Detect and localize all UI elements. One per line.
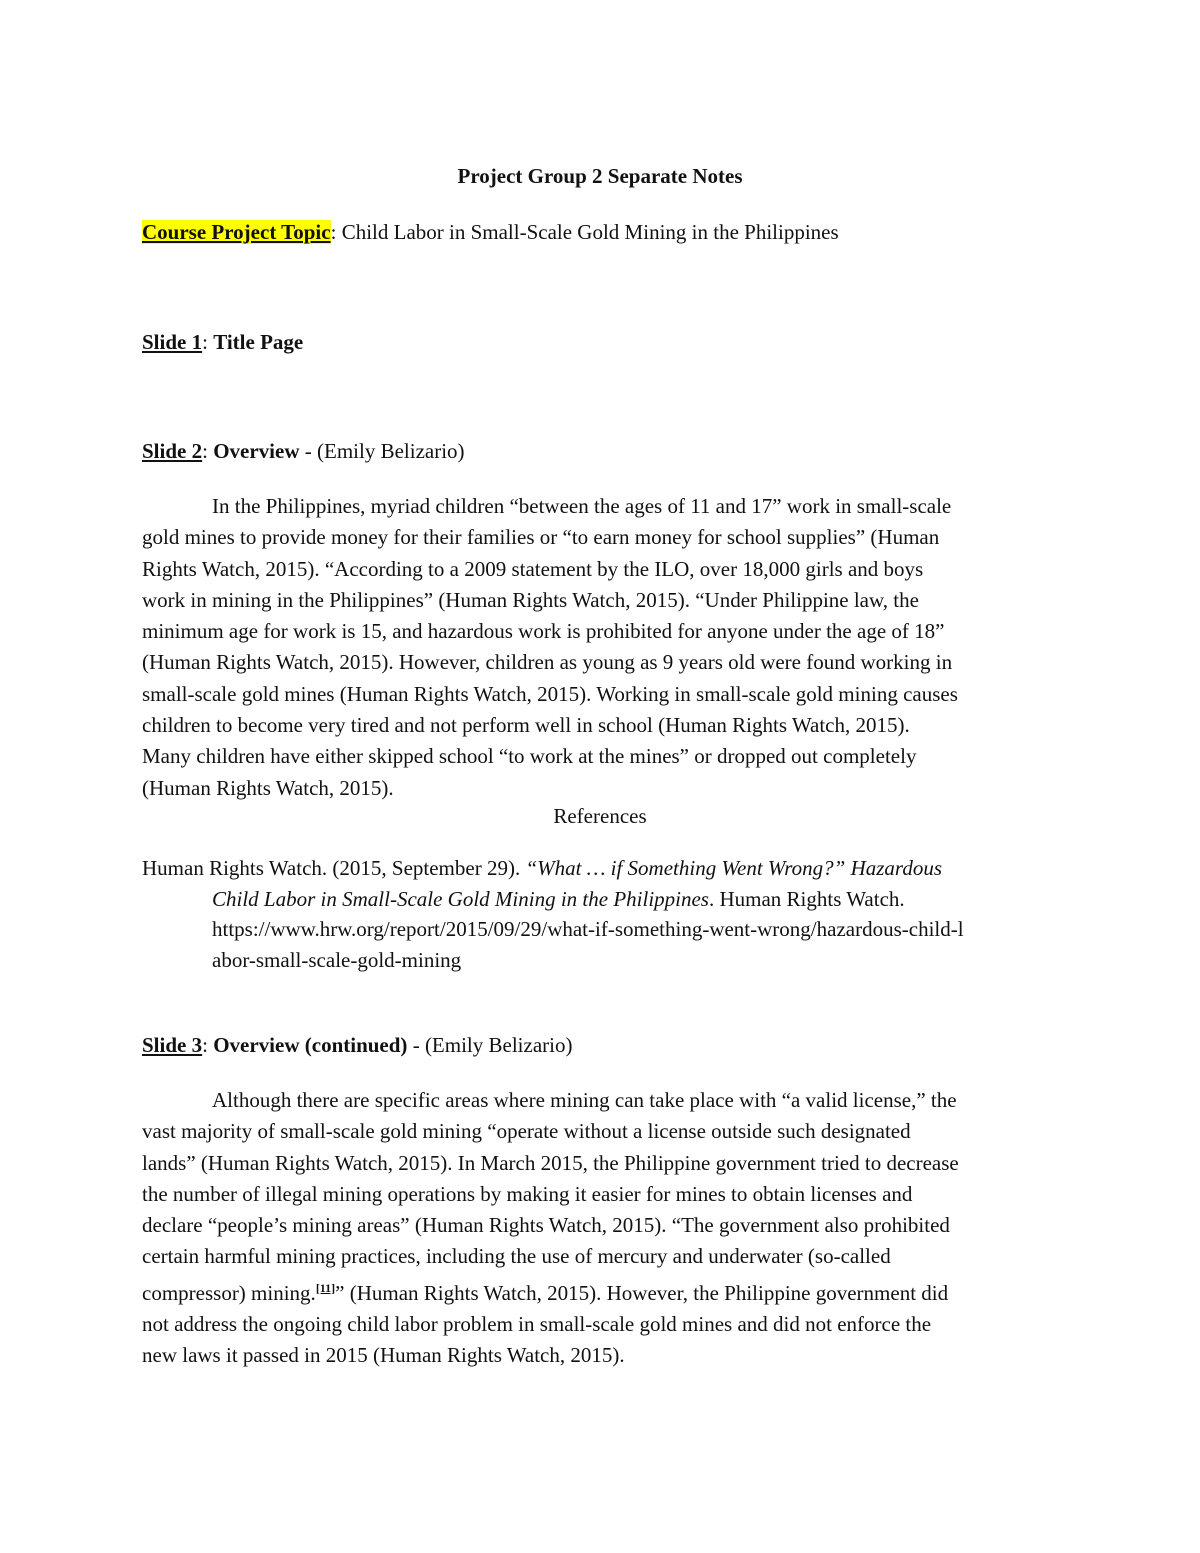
paragraph-line: small-scale gold mines (Human Rights Watch, 2015). Working in small-scale gold mining causes	[142, 681, 958, 706]
course-topic-line	[142, 220, 839, 245]
reference-title-part-2: Child Labor in Small-Scale Gold Mining in the Philippines	[212, 886, 709, 911]
course-topic-separator: :	[330, 220, 337, 244]
slide-3-label: Slide 3	[142, 1033, 203, 1057]
reference-publisher: . Human Rights Watch.	[708, 886, 905, 911]
slide-2-title: Overview	[213, 439, 300, 463]
paragraph-line: lands” (Human Rights Watch, 2015). In March 2015, the Philippine government tried to decrease	[142, 1150, 959, 1175]
slide-1-label: Slide 1	[142, 330, 203, 354]
paragraph-line: not address the ongoing child labor problem in small-scale gold mines and did not enforce the	[142, 1312, 932, 1337]
paragraph-line: Although there are specific areas where mining can take place with “a valid license,” the	[212, 1088, 957, 1112]
references-heading: References	[553, 804, 647, 828]
footnote-link[interactable]: [11]	[315, 1280, 336, 1295]
reference-author-date: Human Rights Watch. (2015, September 29).	[142, 856, 526, 880]
paragraph-line-with-footnote	[142, 1273, 1062, 1309]
paragraph-line: Many children have either skipped school “to work at the mines” or dropped out completely	[142, 744, 917, 769]
paragraph-line: (Human Rights Watch, 2015).	[142, 775, 394, 800]
reference-url-line-2[interactable]: abor-small-scale-gold-mining	[212, 947, 462, 972]
slide-2-separator: :	[202, 439, 214, 463]
slide-3-title: Overview (continued)	[213, 1033, 408, 1057]
paragraph-line: work in mining in the Philippines” (Human Rights Watch, 2015). “Under Philippine law, the	[142, 587, 919, 612]
reference-title-part-1: “What … if Something Went Wrong?” Hazardous	[525, 856, 942, 880]
slide-1-separator: :	[202, 330, 214, 354]
slide-1-heading	[142, 330, 303, 355]
course-topic-label: Course Project Topic	[142, 220, 331, 244]
paragraph-line: declare “people’s mining areas” (Human Rights Watch, 2015). “The government also prohibited	[142, 1213, 950, 1238]
slide-3-author: (Emily Belizario)	[424, 1033, 573, 1057]
paragraph-line: new laws it passed in 2015 (Human Rights Watch, 2015).	[142, 1343, 625, 1368]
slide-2-author: (Emily Belizario)	[317, 439, 465, 463]
slide-3-author-separator: -	[407, 1033, 425, 1057]
slide-2-author-separator: -	[299, 439, 317, 463]
paragraph-line: Rights Watch, 2015). “According to a 2009 statement by the ILO, over 18,000 girls and boys	[142, 556, 924, 581]
slide-3-separator: :	[202, 1033, 214, 1057]
document-title: Project Group 2 Separate Notes	[457, 164, 743, 188]
paragraph-line: vast majority of small-scale gold mining “operate without a license outside such designated	[142, 1119, 911, 1144]
slide-2-label: Slide 2	[142, 439, 203, 463]
paragraph-line: certain harmful mining practices, including the use of mercury and underwater (so-called	[142, 1244, 891, 1269]
paragraph-line: In the Philippines, myriad children “between the ages of 11 and 17” work in small-scale	[212, 494, 952, 518]
slide-1-title: Title Page	[213, 330, 304, 354]
slide-3-paragraph	[142, 1085, 1062, 1372]
reference-url-line-1[interactable]: https://www.hrw.org/report/2015/09/29/what-if-something-went-wrong/hazardous-child-l	[212, 917, 964, 942]
footnote-after-text: ” (Human Rights Watch, 2015). However, the Philippine government did	[335, 1280, 949, 1305]
reference-line-2	[142, 884, 964, 915]
paragraph-line: the number of illegal mining operations by making it easier for mines to obtain licenses and	[142, 1181, 913, 1206]
paragraph-line: children to become very tired and not perform well in school (Human Rights Watch, 2015).	[142, 713, 910, 738]
reference-line-1	[142, 853, 964, 884]
slide-2-paragraph	[142, 491, 1062, 804]
course-topic-value: Child Labor in Small-Scale Gold Mining in the Philippines	[336, 220, 839, 244]
footnote-before-text: compressor) mining.	[142, 1280, 316, 1305]
reference-entry	[142, 853, 964, 975]
paragraph-line: (Human Rights Watch, 2015). However, children as young as 9 years old were found working in	[142, 650, 953, 675]
slide-2-heading	[142, 439, 465, 464]
paragraph-line: gold mines to provide money for their families or “to earn money for school supplies” (Human	[142, 525, 940, 550]
slide-3-heading	[142, 1033, 572, 1058]
paragraph-line: minimum age for work is 15, and hazardous work is prohibited for anyone under the age of 18”	[142, 619, 945, 644]
